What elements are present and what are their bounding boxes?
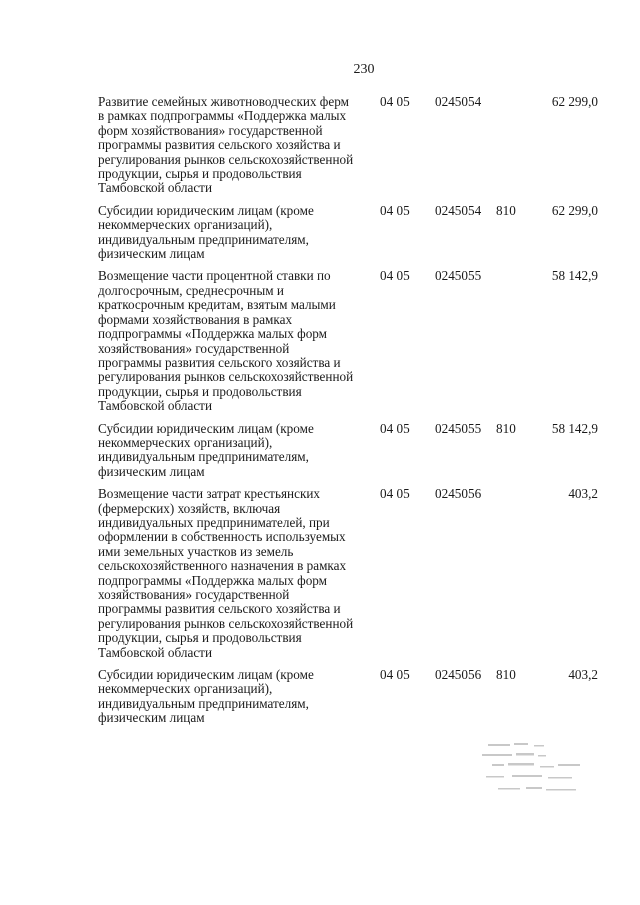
row-amount: 58 142,9 (551, 268, 598, 284)
row-amount: 403,2 (568, 486, 598, 502)
page-number: 230 (353, 62, 375, 77)
row-expense-type: 810 (496, 420, 516, 436)
budget-table (98, 95, 610, 734)
row-section: 04 05 (380, 94, 410, 109)
row-section: 04 05 (380, 420, 410, 436)
row-description: Возмещение части процентной ставки по долгосрочным, среднесрочным и краткосрочным кредитам, взятым малыми формами хозяйствования в рамках подпрограммы «Поддержка малых форм хозяйствования» государственной программы развития сельского хозяйства и регулирования рынков сельскохозяйственной продукции, сырья и продовольствия Тамбовской области (98, 268, 354, 414)
table-row (98, 269, 610, 413)
row-description: Возмещение части затрат крестьянских (фермерских) хозяйств, включая индивидуальных предпринимателей, при оформлении в собственность используемых ими земельных участков из земель сельскохозяйственного назначения в рамках подпрограммы «Поддержка малых форм хозяйствования» государственной программы развития сельского хозяйства и регулирования рынков сельскохозяйственной продукции, сырья и продовольствия Тамбовской области (98, 486, 354, 660)
table-row (98, 95, 610, 196)
row-target-code: 0245055 (435, 420, 482, 436)
row-target-code: 0245054 (435, 94, 482, 109)
row-description: Субсидии юридическим лицам (кроме некоммерческих организаций), индивидуальным предпринимателям, физическим лицам (98, 420, 314, 479)
row-description: Субсидии юридическим лицам (кроме некоммерческих организаций), индивидуальным предпринимателям, физическим лицам (98, 667, 314, 726)
row-amount: 403,2 (568, 667, 598, 683)
row-amount: 62 299,0 (551, 202, 598, 218)
row-description: Развитие семейных животноводческих ферм в рамках подпрограммы «Поддержка малых форм хозяйствования» государственной программы развития сельского хозяйства и регулирования рынков сельскохозяйственной продукции, сырья и продовольствия Тамбовской области (98, 94, 354, 196)
row-amount: 58 142,9 (551, 420, 598, 436)
row-target-code: 0245055 (435, 268, 482, 284)
table-row (98, 668, 610, 726)
row-expense-type: 810 (496, 667, 516, 683)
row-section: 04 05 (380, 667, 410, 683)
faded-stamp-mark (478, 742, 588, 800)
row-description: Субсидии юридическим лицам (кроме некоммерческих организаций), индивидуальным предпринимателям, физическим лицам (98, 202, 314, 262)
row-expense-type: 810 (496, 202, 516, 218)
row-amount: 62 299,0 (551, 94, 598, 109)
row-target-code: 0245054 (435, 202, 482, 218)
row-section: 04 05 (380, 268, 410, 284)
row-target-code: 0245056 (435, 486, 482, 502)
table-row (98, 487, 610, 660)
table-row (98, 204, 610, 262)
row-target-code: 0245056 (435, 667, 482, 683)
row-section: 04 05 (380, 486, 410, 502)
table-row (98, 422, 610, 480)
row-section: 04 05 (380, 202, 410, 218)
